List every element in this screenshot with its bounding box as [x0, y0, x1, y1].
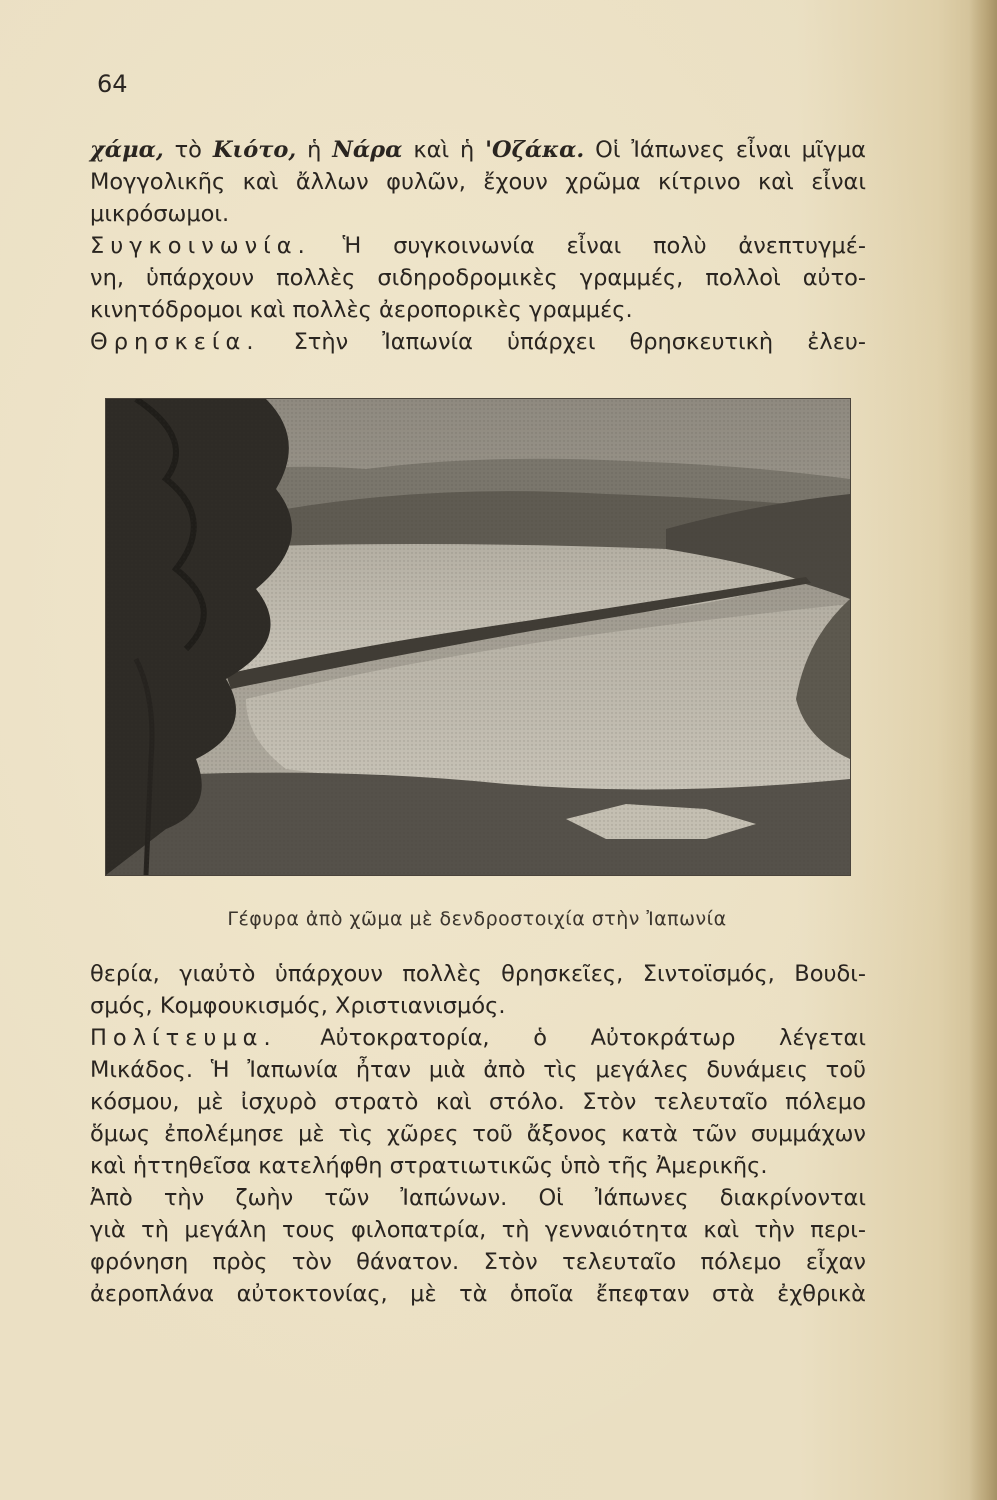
text-run: Οἱ Ἰάπωνες διακρίνονται [507, 1185, 866, 1211]
text-line [90, 1086, 866, 1118]
text-line [90, 262, 866, 294]
text-run: κινητόδρομοι καὶ πολλὲς ἀεροπορικὲς γραμμές. [90, 297, 633, 323]
text-run: ἀεροπλάνα αὐτοκτονίας, μὲ τὰ ὁποῖα ἔπεφταν στὰ ἐχθρικὰ [90, 1281, 866, 1307]
text-line [90, 1214, 866, 1246]
page-edge-shadow [969, 0, 997, 1500]
text-line [90, 230, 866, 262]
text-line [90, 326, 866, 358]
text-line [90, 990, 866, 1022]
landscape-photo [106, 399, 850, 875]
text-line [90, 294, 866, 326]
text-line [90, 1054, 866, 1086]
page-number: 64 [97, 70, 128, 98]
paragraph-top [90, 134, 866, 358]
text-run: χάμα, [90, 137, 164, 163]
text-run: Ἡ συγκοινωνία εἶναι πολὺ ἀνεπτυγμέ- [310, 233, 866, 259]
text-run: Ἀπὸ τὴν ζωὴν τῶν Ἰαπώνων. [90, 1185, 508, 1211]
text-run: φρόνηση πρὸς τὸν θάνατον. Στὸν τελευταῖο πόλεμο εἶχαν [90, 1249, 866, 1275]
text-line [90, 958, 866, 990]
text-run: θερία, γιαὐτὸ ὑπάρχουν πολλὲς θρησκεῖες, Σιντοϊσμός, Βουδι- [90, 961, 866, 987]
text-line [90, 166, 866, 198]
text-run: καὶ ἡ [402, 137, 486, 163]
text-line [90, 1182, 866, 1214]
figure-caption: Γέφυρα ἀπὸ χῶμα μὲ δενδροστοιχία στὴν Ἰαπωνία [227, 908, 727, 930]
text-line [90, 1150, 866, 1182]
text-run: ὅμως ἐπολέμησε μὲ τὶς χῶρες τοῦ ἄξονος κατὰ τῶν συμμάχων [90, 1121, 866, 1147]
text-run: Νάρα [332, 137, 403, 163]
text-run: Αὐτοκρατορία, ὁ Αὐτοκράτωρ λέγεται [276, 1025, 866, 1051]
text-line [90, 1278, 866, 1310]
text-line [90, 134, 866, 166]
text-run: Πολίτευμα. [90, 1025, 277, 1051]
text-run: νη, ὑπάρχουν πολλὲς σιδηροδρομικὲς γραμμές, πολλοὶ αὐτο- [90, 265, 866, 291]
text-run: Μογγολικῆς καὶ ἄλλων φυλῶν, ἔχουν χρῶμα κίτρινο καὶ εἶναι [90, 169, 866, 195]
text-line [90, 1118, 866, 1150]
text-run: Οἱ Ἰάπωνες εἶναι μῖγμα [584, 137, 866, 163]
text-run: καὶ ἡττηθεῖσα κατελήφθη στρατιωτικῶς ὑπὸ τῆς Ἀμερικῆς. [90, 1153, 768, 1179]
text-line [90, 198, 866, 230]
text-run: γιὰ τὴ μεγάλη τους φιλοπατρία, τὴ γενναιότητα καὶ τὴν περι- [90, 1217, 866, 1243]
photo-earthen-bridge [105, 398, 851, 876]
text-run: μικρόσωμοι. [90, 201, 230, 227]
text-run: Μικάδος. Ἡ Ἰαπωνία ἦταν μιὰ ἀπὸ τὶς μεγάλες δυνάμεις τοῦ [90, 1057, 866, 1083]
text-run: κόσμου, μὲ ἰσχυρὸ στρατὸ καὶ στόλο. Στὸν τελευταῖο πόλεμο [90, 1089, 866, 1115]
text-run: τὸ [163, 137, 213, 163]
text-run: ἡ [296, 137, 333, 163]
text-run: 'Οζάκα. [485, 137, 585, 163]
text-run: Συγκοινωνία. [90, 233, 311, 259]
text-run: Στὴν Ἰαπωνία ὑπάρχει θρησκευτικὴ ἐλευ- [259, 329, 866, 355]
text-run: Κιότο, [212, 137, 297, 163]
text-run: σμός, Κομφουκισμός, Χριστιανισμός. [90, 993, 506, 1019]
paragraph-bottom [90, 958, 866, 1310]
text-run: Θρησκεία. [90, 329, 260, 355]
text-line [90, 1022, 866, 1054]
text-line [90, 1246, 866, 1278]
